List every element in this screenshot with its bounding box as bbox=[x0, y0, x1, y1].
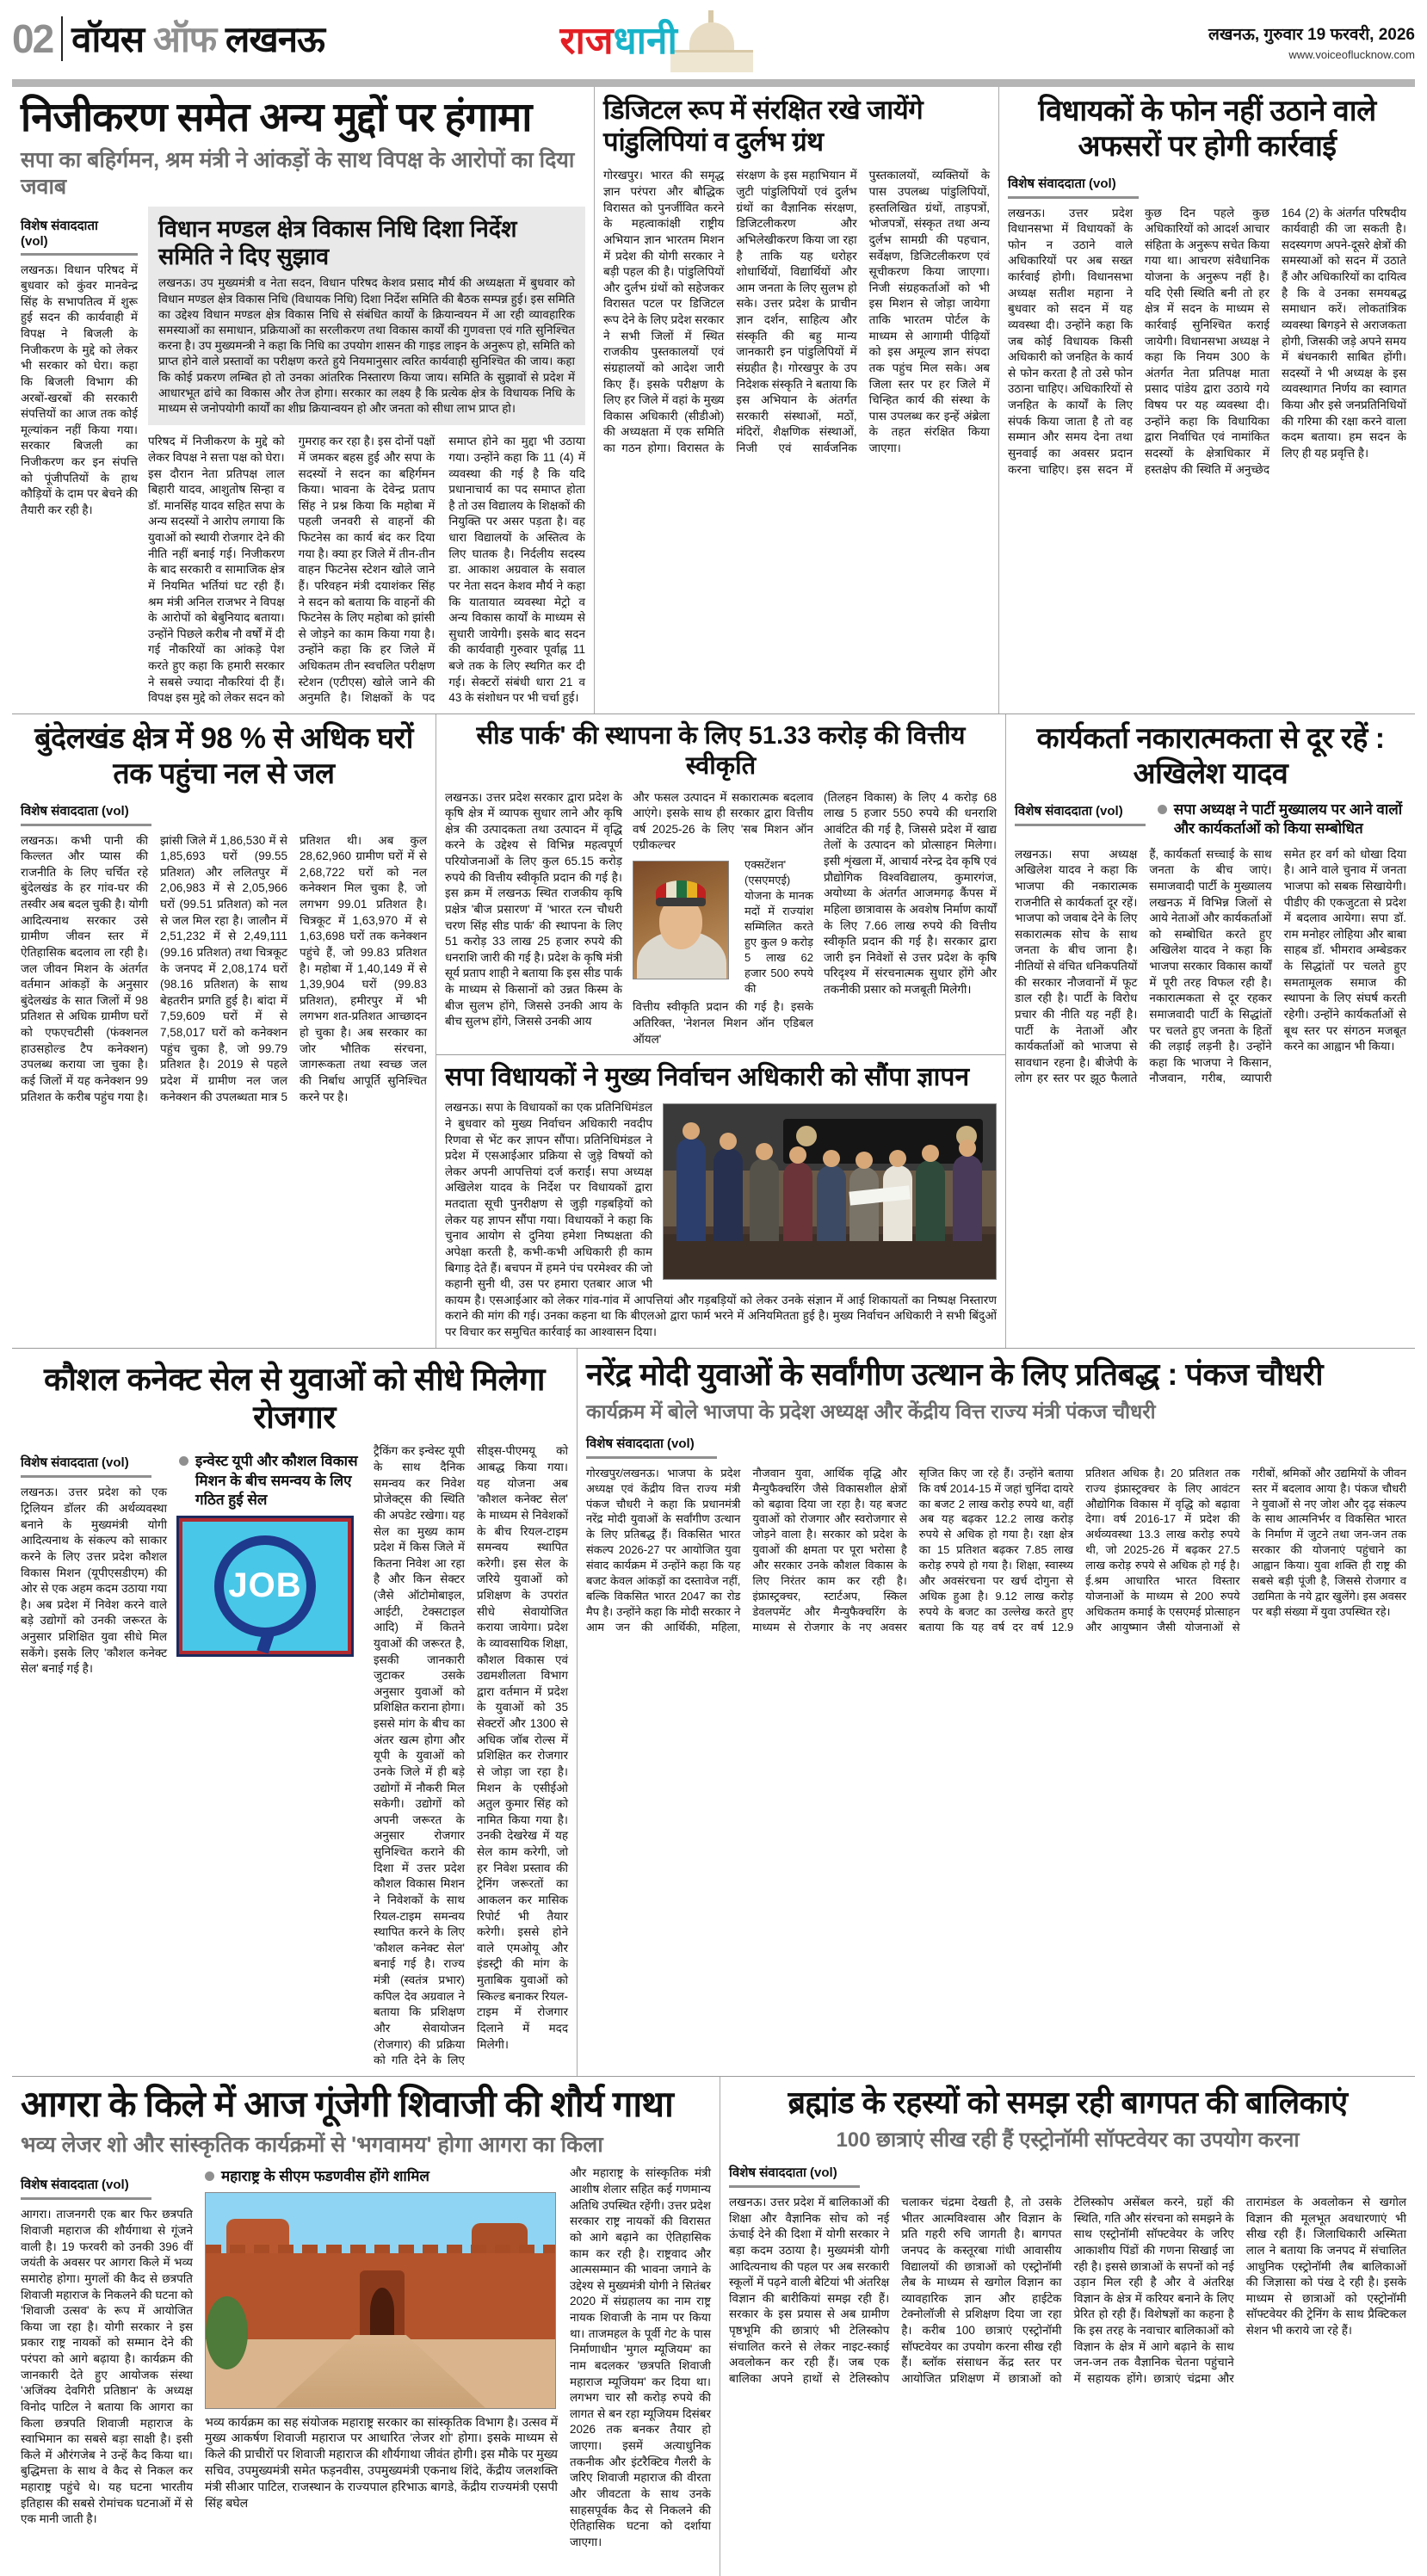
byline: विशेष संवाददाता (vol) bbox=[1008, 173, 1139, 199]
byline: विशेष संवाददाता (vol) bbox=[21, 2174, 151, 2200]
byline: विशेष संवाददाता (vol) bbox=[21, 1452, 151, 1478]
article-headline: बुंदेलखंड क्षेत्र में 98 % से अधिक घरों तक पहुंचा नल से जल bbox=[34, 721, 413, 790]
article-body: लखनऊ। कभी पानी की किल्लत और प्यास की राजनीति के लिए चर्चित रहे बुंदेलखंड के हर गांव-घर की तस्वीर अब बदल चुकी है। योगी आदित्यनाथ सरकार उसे ग्रामीण जीवन स्तर में ऐतिहासिक बदलाव ला रही है। जल जीवन मिशन के अंतर्गत वर्तमान आंकड़ों के अनुसार बुंदेलखंड के सात जिलों में 98 प्रतिशत से अधिक ग्रामीण घरों को एफएचटीसी (फंक्शनल हाउसहोल्ड टैप कनेक्शन) उपलब्ध कराया जा चुका है। कई जिलों में यह कनेक्शन 99 प्रतिशत के करीब पहुंच गया है। झांसी जिले में 1,86,530 में से 1,85,693 घरों (99.55 प्रतिशत) और ललितपुर में 2,06,983 में से 2,05,966 घरों (99.51 प्रतिशत) को नल से जल मिल रहा है। जालौन में 2,51,232 में से 2,49,111 (99.16 प्रतिशत) तथा चित्रकूट के जनपद में 2,08,174 घरों (98.16 प्रतिशत) के साथ बेहतरीन प्रगति हुई है। बांदा में 7,59,609 घरों में से 7,58,017 घरों को कनेक्शन पहुंच चुका है, जो 99.79 प्रतिशत है। 2019 से पहले प्रदेश में ग्रामीण नल जल कनेक्शन की उपलब्धता मात्र 5 प्रतिशत थी। अब कुल 28,62,960 ग्रामीण घरों में से 2,68,722 घरों को नल कनेक्शन मिल चुका है, जो लगभग 99.01 प्रतिशत है। चित्रकूट में 1,63,970 में से 1,63,698 घरों तक कनेक्शन पहुंचे हैं, जो 99.83 प्रतिशत है। महोबा में 1,40,149 में से 1,39,904 घरों (99.83 प्रतिशत), हमीरपुर में भी लगभग शत-प्रतिशत आच्छादन हो चुका है। अब सरकार का जोर भौतिक संरचना, जागरूकता तथा स्वच्छ जल की निर्बाध आपूर्ति सुनिश्चित करने पर है। bbox=[21, 833, 427, 1103]
article-baghpat bbox=[720, 2077, 1415, 2576]
job-graphic bbox=[179, 1518, 351, 1654]
building-icon bbox=[664, 10, 758, 72]
article-subhead: सपा का बहिर्गमन, श्रम मंत्री ने आंकड़ों के साथ विपक्ष के आरोपों का दिया जवाब bbox=[21, 148, 575, 200]
article-headline: डिजिटल रूप में संरक्षित रखे जायेंगे पांडुलिपियां व दुर्लभ ग्रंथ bbox=[603, 95, 924, 158]
agra-fort-photo bbox=[205, 2192, 556, 2409]
article-headline: सीड पार्क' की स्थापना के लिए 51.33 करोड़ की वित्तीय स्वीकृति bbox=[476, 721, 966, 780]
article-subhead: भव्य लेजर शो और सांस्कृतिक कार्यक्रमों से 'भगवामय' होगा आगरा का किला bbox=[21, 2133, 603, 2158]
person bbox=[916, 1160, 945, 1241]
article-headline: ब्रह्मांड के रहस्यों को समझ रही बागपत की बालिकाएं bbox=[788, 2084, 1348, 2120]
article-body-right: और महाराष्ट्र के सांस्कृतिक मंत्री आशीष शेलार सहित कई गणमान्य अतिथि उपस्थित रहेंगी। उत्तर प्रदेश सरकार राष्ट्र नायकों की विरासत को आगे बढ़ाने का ऐतिहासिक काम कर रही है। राष्ट्रवाद और आत्मसम्मान की भावना जगाने के उद्देश्य से मुख्यमंत्री योगी ने सितंबर 2020 में संग्रहालय का नाम राष्ट्र नायक शिवाजी के नाम पर किया था। ताजमहल के पूर्वी गेट के पास निर्माणाधीन 'मुगल म्यूजियम' का नाम बदलकर 'छत्रपति शिवाजी महाराज म्यूजियम' कर दिया था। लगभग चार सौ करोड़ रुपये की लागत से बन रहा म्यूजियम दिसंबर 2026 तक बनकर तैयार हो जाएगा। इसमें अत्याधुनिक तकनीक और इंटरैक्टिव गैलरी के जरिए शिवाजी महाराज की वीरता और जीवटता के साथ उनके साहसपूर्वक कैद से निकलने की ऐतिहासिक घटना को दर्शाया जाएगा। bbox=[570, 2166, 711, 2548]
highlight-bullet bbox=[1158, 800, 1406, 838]
photo-caption: भव्य कार्यक्रम का सह संयोजक महाराष्ट्र सरकार का सांस्कृतिक विभाग है। उत्सव में मुख्य आकर्षण शिवाजी महाराज पर आधारित 'लेजर शो' होगा। इसके माध्यम से किले की प्राचीरों पर शिवाजी महाराज की शौर्यगाथा जीवंत होगी। इस मौके पर मुख्य सचिव, उपमुख्यमंत्री समेत फड़नवीस, उपमुख्यमंत्री एकनाथ शिंदे, केंद्रीय जलशक्ति मंत्री सीआर पाटिल, राजस्थान के राज्यपाल हरिभाऊ बागडे, केंद्रीय राज्यमंत्री एसपी सिंह बघेल bbox=[205, 2414, 558, 2510]
date-line: लखनऊ, गुरुवार 19 फरवरी, 2026 bbox=[1208, 26, 1415, 44]
seedpark-col2-top: और फसल उत्पादन में सकारात्मक बदलाव आएंगे। इसके साथ ही सरकार द्वारा वित्तीय वर्ष 2025-26 के लिए 'सब मिशन ऑन एग्रीकल्चर bbox=[633, 790, 813, 852]
person bbox=[676, 1138, 706, 1241]
article-body: लखनऊ। उत्तर प्रदेश विधानसभा में विधायकों के फोन न उठाने वाले अधिकारियों पर अब सख्त कार्रवाई होगी। विधानसभा अध्यक्ष सतीश महाना ने बुधवार को सदन में यह व्यवस्था दी। उन्होंने कहा कि जब कोई विधायक किसी अधिकारी को जनहित के कार्य से फोन करता है तो उसे फोन उठाना चाहिए। अधिकारियों से जनहित के कार्यों के लिए संपर्क किया जाता है तो वह सम्मान और समय देना तथा सुनवाई का अवसर प्रदान करना चाहिए। इस सदन में कुछ दिन पहले कुछ अधिकारियों को आदर्श आचार संहिता के अनुरूप सचेत किया गया था। आचरण संवैधानिक योजना के अनुरूप नहीं है। यदि ऐसी स्थिति बनी तो हर क्षेत्र में सदन के माध्यम से कार्रवाई सुनिश्चित कराई जायेगी। विधानसभा अध्यक्ष ने कहा कि नियम 300 के अंतर्गत नेता प्रतिपक्ष माता प्रसाद पांडेय द्वारा उठाये गये विषय पर यह व्यवस्था दी। उन्होंने कहा कि विधायिका द्वारा निर्वाचित एवं नामांकित सदस्यों के क्षेत्राधिकार में हस्तक्षेप की स्थिति में अनुच्छेद 164 (2) के अंतर्गत परिषदीय कार्यवाही की जा सकती है। सदस्यगण अपने-दूसरे क्षेत्रों की समस्याओं को सदन में उठाते हैं और अधिकारियों का दायित्व है कि वे उनका समयबद्ध समाधान करें। लोकतांत्रिक व्यवस्था बिगड़ने से अराजकता होगी, जिसकी जड़े अपने समय में बंधनकारी साबित होंगी। सदस्यों ने भी अध्यक्ष के इस व्यवस्थागत निर्णय का स्वागत किया और इसे जनप्रतिनिधियों की गरिमा की रक्षा करने वाला कदम बताया। हम सदन के लिए ही यह प्रवृत्ति है। bbox=[1008, 206, 1406, 476]
person bbox=[750, 1158, 779, 1241]
seedpark-col3: (तिलहन विकास) के लिए 4 करोड़ 68 लाख 5 हजार 550 रुपये की धनराशि आवंटित की गई है, जिससे प्रदेश में खाद्य तेलों के उत्पादन को प्रोत्साहन मिलेगा। इसी शृंखला में, आचार्य नरेन्द्र देव कृषि एवं प्रौद्योगिक विश्वविद्यालय, कुमारगंज, अयोध्या के अंतर्गत आजमगढ़ कैंपस में महिला छात्रावास के अवशेष निर्माण कार्यों के लिए 7.66 लाख रुपये की वित्तीय स्वीकृति प्रदान की गई है। सरकार द्वारा जारी इन निवेशों से उत्तर प्रदेश के कृषि परिदृश्य में संरचनात्मक सुधार होंगे और तकनीकी प्रसार को मजबूती मिलेगी। bbox=[824, 790, 997, 997]
article-headline: विधायकों के फोन नहीं उठाने वाले अफसरों पर होगी कार्रवाई bbox=[1038, 95, 1376, 163]
seedpark-col2-bottom: वित्तीय स्वीकृति प्रदान की गई है। इसके अतिरिक्त, 'नेशनल मिशन ऑन एडिबल ऑयल' bbox=[633, 1000, 813, 1046]
person bbox=[783, 1162, 812, 1241]
article-lead: आगरा। ताजनगरी एक बार फिर छत्रपति शिवाजी महाराज की शौर्यगाथा से गूंजने वाली है। 19 फरवरी को उनकी 396 वीं जयंती के अवसर पर आगरा किले में भव्य समारोह होगा। मुगलों की कैद से छत्रपति शिवाजी महाराज के निकलने की घटना को 'शिवाजी उत्सव' के रूप में आयोजित किया जा रहा है। योगी सरकार ने इस प्रकार राष्ट्र नायकों को सम्मान देने की परंपरा को आगे बढ़ाया है। कार्यक्रम की जानकारी देते हुए आयोजक संस्था 'अजिंक्य देवगिरी प्रतिष्ठान' के अध्यक्ष विनोद पाटिल ने बताया कि आगरा का किला छत्रपति शिवाजी महाराज के स्वाभिमान का सबसे बड़ा साक्षी है। इसी किले में औरंगजेब ने उन्हें कैद किया था। बुद्धिमत्ता के साथ वे कैद से निकल कर महाराष्ट्र पहुंचे थे। यह घटना भारतीय इतिहास की सबसे रोमांचक घटनाओं में से एक मानी जाती है। bbox=[21, 2208, 193, 2526]
byline: विशेष संवाददाता (vol) bbox=[586, 1433, 717, 1459]
article-body: ट्रैकिंग कर इन्वेस्ट यूपी के साथ दैनिक समन्वय कर निवेश प्रोजेक्ट्स की स्थिति की अपडेट रखेगा। यह सेल का मुख्य काम प्रदेश में किस जिले में कितना निवेश आ रहा है और किन सेक्टर (जैसे ऑटोमोबाइल, आईटी, टेक्सटाइल आदि) में कितने युवाओं की जरूरत है, इसकी जानकारी जुटाकर उसके अनुसार युवाओं को प्रशिक्षित कराना होगा। इससे मांग के बीच का अंतर खत्म होगा और यूपी के युवाओं को उनके जिले में ही बड़े उद्योगों में नौकरी मिल सकेगी। उद्योगों को अपनी जरूरत के अनुसार रोजगार सुनिश्चित कराने की दिशा में उत्तर प्रदेश कौशल विकास मिशन ने निवेशकों के साथ रियल-टाइम समन्वय स्थापित करने के लिए 'कौशल कनेक्ट सेल' बनाई गई है। राज्य मंत्री (स्वतंत्र प्रभार) कपिल देव अग्रवाल ने बताया कि प्रशिक्षण और सेवायोजन (रोजगार) की प्रक्रिया को गति देने के लिए सीड्स-पीएमयू को आबद्ध किया गया। यह योजना अब 'कौशल कनेक्ट सेल' के माध्यम से निवेशकों के बीच रियल-टाइम समन्वय स्थापित करेगी। इस सेल के जरिये युवाओं को प्रशिक्षण के उपरांत सीधे सेवायोजित कराया जायेगा। प्रदेश के व्यावसायिक शिक्षा, कौशल विकास एवं उद्यमशीलता विभाग द्वारा वर्तमान में प्रदेश के युवाओं को 35 सेक्टरों और 1300 से अधिक जॉब रोल्स में प्रशिक्षित कर रोजगार से जोड़ा जा रहा है। मिशन के एसीईओ अतुल कुमार सिंह को नामित किया गया है। उनकी देखरेख में यह सेल काम करेगी, जो हर निवेश प्रस्ताव की ट्रेनिंग जरूरतों का आकलन कर मासिक रिपोर्ट भी तैयार करेगी। इससे होने वाले एमओयू और इंडस्ट्री की मांग के मुताबिक युवाओं को स्किल्ड बनाकर रियल-टाइम में रोजगार दिलाने में मदद मिलेगी। bbox=[374, 1444, 568, 2067]
highlight-bullet bbox=[179, 1452, 361, 1509]
article-body: परिषद में निजीकरण के मुद्दे को लेकर विपक्ष ने सत्ता पक्ष को घेरा। इस दौरान नेता प्रतिपक्ष लाल बिहारी यादव, आशुतोष सिन्हा व डॉ. मानसिंह यादव सहित सपा के अन्य सदस्यों ने आरोप लगाया कि युवाओं को स्थायी रोजगार देने की नीति नहीं बनाई गई। निजीकरण के बाद सरकारी व सामाजिक क्षेत्र में नियमित भर्तियां घट रही हैं। श्रम मंत्री अनिल राजभर ने विपक्ष के आरोपों को बेबुनियाद बताया। उन्होंने पिछले करीब नौ वर्षों में दी गई नौकरियों का आंकड़े पेश करते हुए कहा कि हमारी सरकार ने सबसे ज्यादा नौकरियां दी हैं। विपक्ष इस मुद्दे को लेकर सदन को गुमराह कर रहा है। इस दोनों पक्षों में जमकर बहस हुई और सपा के सदस्यों ने सदन का बहिर्गमन किया। भावना के देवेन्द्र प्रताप सिंह ने प्रश्न किया कि महोबा में पहली जनवरी से वाहनों की फिटनेस का कार्य बंद कर दिया गया है। क्या हर जिले में तीन-तीन वाहन फिटनेस स्टेशन खोले जाने हैं। परिवहन मंत्री दयाशंकर सिंह ने सदन को बताया कि वाहनों की फिटनेस के लिए महोबा को झांसी से जोड़ने का काम किया गया है। उन्होंने कहा कि हर जिले में अधिकतम तीन स्वचलित परीक्षण स्टेशन (एटीएस) खोले जाने की अनुमति है। शिक्षकों के पद समाप्त होने का मुद्दा भी उठाया गया। उन्होंने कहा कि 11 (4) में व्यवस्था की गई है कि यदि प्रधानाचार्य का पद समाप्त होता है तो उस विद्यालय के शिक्षकों की नियुक्ति पर असर पड़ता है। वह धारा विद्यालयों के अस्तित्व के लिए घातक है। निर्दलीय सदस्य डा. आकाश अग्रवाल के सवाल पर नेता सदन केशव मौर्य ने कहा कि यातायात व्यवस्था मेट्रो व अन्य विकास कार्यों के माध्यम से सुधारी जायेगी। इसके बाद सदन की कार्यवाही गुरुवार पूर्वाह्न 11 बजे तक के लिए स्थगित कर दी गई। सेक्टरों संबंधी धारा 21 व 43 के संशोधन पर भी चर्चा हुई। bbox=[148, 435, 585, 705]
job-label: JOB bbox=[228, 1566, 302, 1605]
article-body: लखनऊ। सपा के विधायकों का एक प्रतिनिधिमंडल ने बुधवार को मुख्य निर्वाचन अधिकारी नवदीप रिणवा से भेंट कर ज्ञापन सौंपा। प्रतिनिधिमंडल ने प्रदेश में एसआईआर प्रक्रिया से जुड़े विषयों को लेकर अपनी आपत्तियां दर्ज कराईं। सपा अध्यक्ष अखिलेश यादव के निर्देश पर विधायकों द्वारा मतदाता सूची पुनरीक्षण से जुड़ी गड़बड़ियों को लेकर यह ज्ञापन सौंपा गया। विधायकों ने कहा कि चुनाव आयोग से दुनिया हमेशा निष्पक्षता की अपेक्षा करती है, कभी-कभी अधिकारी ही काम बिगाड़ देते हैं। बचपन में हमने पंच परमेश्वर की जो कहानी सुनी थी, उस पर हमारा एतबार आज भी कायम है। एसआईआर को लेकर गांव-गांव में आपत्तियां और गड़बड़ियों को लेकर उनके संज्ञान में आई शिकायतों का निष्पक्ष निस्तारण कराने की मांग की गई। उनका कहना था कि बीएलओ द्वारा फार्म भरने में अनियमितता हुई है। मुख्य निर्वाचन अधिकारी ने सभी बिंदुओं पर विचार कर समुचित कार्रवाई का आश्वासन दिया। bbox=[445, 1101, 997, 1339]
article-phone bbox=[998, 87, 1415, 713]
article-body: लखनऊ। सपा अध्यक्ष अखिलेश यादव ने कहा कि भाजपा की नकारात्मक राजनीति से कार्यकर्ता दूर रहें। भाजपा को जवाब देने के लिए सकारात्मक सोच के साथ जनता के बीच जाना है। नीतियों से वंचित धनिकपतियों की सरकार नौजवानों में फूट डाल रही है। पार्टी के विरोध प्रचार की नीति यह नहीं है। पार्टी के नेताओं और कार्यकर्ताओं को भाजपा से सावधान रहना है। बीजेपी के लोग हर स्तर पर झूठ फैलाते हैं, कार्यकर्ता सच्चाई के साथ जनता के बीच जाएं। समाजवादी पार्टी के मुख्यालय लखनऊ में विभिन्न जिलों से आये नेताओं और कार्यकर्ताओं को सम्बोधित करते हुए अखिलेश यादव ने कहा कि भाजपा सरकार विकास कार्यों में पूरी तरह विफल रही है। नकारात्मकता से दूर रहकर समाजवादी पार्टी के सिद्धांतों पर चलते हुए जनता के हितों की लड़ाई लड़नी है। उन्होंने कहा कि भाजपा ने किसान, नौजवान, गरीब, व्यापारी समेत हर वर्ग को धोखा दिया है। आने वाले चुनाव में जनता भाजपा को सबक सिखायेगी। पीडीए की एकजुटता से प्रदेश में बदलाव आयेगा। सपा डॉ. राम मनोहर लोहिया और बाबा साहब डॉ. भीमराव अम्बेडकर के सिद्धांतों पर चलते हुए समतामूलक समाज की स्थापना के लिए संघर्ष करती रहेगी। उन्होंने कार्यकर्ताओं से बूथ स्तर पर संगठन मजबूत करने का आह्वान भी किया। bbox=[1015, 847, 1406, 1085]
row-3 bbox=[12, 1349, 1415, 2077]
article-bundelkhand bbox=[12, 714, 436, 1348]
article-headline: नरेंद्र मोदी युवाओं के सर्वांगीण उत्थान के लिए प्रतिबद्ध : पंकज चौधरी bbox=[586, 1356, 1324, 1392]
rajdhani-red-text: राज bbox=[559, 20, 614, 62]
article-headline: सपा विधायकों ने मुख्य निर्वाचन अधिकारी को सौंपा ज्ञापन bbox=[445, 1063, 970, 1092]
article-gyapan bbox=[436, 1055, 1005, 1347]
website-url: www.voiceoflucknow.com bbox=[1288, 48, 1415, 61]
row-1 bbox=[12, 87, 1415, 714]
article-modi bbox=[577, 1349, 1415, 2076]
rajdhani-logo bbox=[560, 9, 784, 74]
paper-name bbox=[71, 14, 324, 63]
person bbox=[953, 1155, 982, 1241]
article-subhead: 100 छात्राएं सीख रही हैं एस्ट्रोनॉमी सॉफ्टवेयर का उपयोग करना bbox=[836, 2128, 1300, 2153]
page-number: 02 bbox=[12, 15, 53, 61]
byline: विशेष संवाददाता (vol) bbox=[729, 2162, 860, 2188]
article-headline: कार्यकर्ता नकारात्मकता से दूर रहें : अखिलेश यादव bbox=[1036, 721, 1385, 790]
masthead bbox=[12, 9, 1415, 76]
person bbox=[817, 1165, 846, 1241]
paper-name-part1: वॉयस bbox=[71, 19, 145, 59]
bullet-text: महाराष्ट्र के सीएम फडणवीस होंगे शामिल bbox=[221, 2168, 429, 2185]
masthead-rule bbox=[12, 79, 1415, 87]
article-body: गोरखपुर/लखनऊ। भाजपा के प्रदेश अध्यक्ष एवं केंद्रीय वित्त राज्य मंत्री पंकज चौधरी ने कहा कि प्रधानमंत्री नरेंद्र मोदी युवाओं के सर्वांगीण उत्थान के लिए प्रतिबद्ध हैं। विकसित भारत संकल्प 2026-27 पर आयोजित युवा संवाद कार्यक्रम में उन्होंने कहा कि यह बजट केवल आंकड़ों का दस्तावेज नहीं, बल्कि विकसित भारत 2047 का रोड मैप है। उन्होंने कहा कि मोदी सरकार ने आम जन की आर्थिकी, महिला, नौजवान युवा, आर्थिक वृद्धि और मैन्युफैक्चरिंग जैसे विकासशील क्षेत्रों को बढ़ावा दिया जा रहा है। यह बजट युवाओं को रोजगार और स्वरोजगार से जोड़ने वाला है। सरकार को प्रदेश के युवाओं की क्षमता पर पूरा भरोसा है और सरकार उनके कौशल विकास के लिए निरंतर काम कर रही है। इंफ्रास्ट्रक्चर, स्टार्टअप, स्किल डेवलपमेंट और मैन्युफैक्चरिंग के माध्यम से रोजगार के नए अवसर सृजित किए जा रहे हैं। उन्होंने बताया कि वर्ष 2014-15 में जहां चुनिंदा दायरे का बजट 2 लाख करोड़ रुपये था, वहीं अब यह बढ़कर 12.2 लाख करोड़ रुपये से अधिक हो गया है। रक्षा क्षेत्र का 15 प्रतिशत बढ़कर 7.85 लाख करोड़ रुपये हो गया है। शिक्षा, स्वास्थ्य और अवसंरचना पर खर्च दोगुना से अधिक हुआ है। 9.12 लाख करोड़ रुपये के बजट का उल्लेख करते हुए बताया कि यह वर्ष दर वर्ष 12.9 प्रतिशत अधिक है। 20 प्रतिशत तक राज्य इंफ्रास्ट्रक्चर के लिए आवंटन औद्योगिक विकास में वृद्धि को बढ़ावा देगा। वर्ष 2016-17 में प्रदेश की अर्थव्यवस्था 13.3 लाख करोड़ रुपये थी, जो 2025-26 में बढ़कर 27.5 लाख करोड़ रुपये से अधिक हो गई है। ई.श्रम आधारित भारत विस्तार योजनाओं के माध्यम से 200 रुपये अधिकतम कमाई के एसएमई प्रोत्साहन और आयुष्मान जैसी योजनाओं से गरीबों, श्रमिकों और उद्यमियों के जीवन स्तर में बदलाव आया है। पंकज चौधरी ने युवाओं से नए जोश और दृढ़ संकल्प के साथ आत्मनिर्भर व विकसित भारत के निर्माण में जुटने तथा जन-जन तक सरकार की योजनाएं पहुंचाने का आह्वान किया। युवा शक्ति ही राष्ट्र की सबसे बड़ी पूंजी है, जिससे रोजगार व उद्यमिता के नये द्वार खुलेंगे। इस अवसर पर बड़ी संख्या में युवा उपस्थित रहे। bbox=[586, 1466, 1406, 1634]
seedpark-col2-side: एक्सटेंशन' (एसएमएई) योजना के मानक मदों में राज्यांश सम्मिलित करते हुए कुल 9 करोड़ 5 लाख 62 हजार 500 रुपये की bbox=[744, 858, 813, 995]
bullet-text: इन्वेस्ट यूपी और कौशल विकास मिशन के बीच समन्वय के लिए गठित हुई सेल bbox=[195, 1453, 358, 1508]
byline: विशेष संवाददाता (vol) bbox=[21, 215, 138, 256]
rajdhani-cyan-text: धानी bbox=[613, 20, 677, 62]
bullet-text: सपा अध्यक्ष ने पार्टी मुख्यालय पर आने वालों और कार्यकर्ताओं को किया सम्बोधित bbox=[1173, 800, 1403, 837]
paper-name-part2: ऑफ bbox=[152, 19, 217, 59]
article-hungama bbox=[12, 87, 594, 713]
inset-headline: विधान मण्डल क्षेत्र विकास निधि दिशा निर्देश समिति ने दिए सुझाव bbox=[158, 215, 517, 269]
highlight-bullet bbox=[205, 2167, 558, 2186]
article-akhilesh bbox=[1005, 714, 1415, 1348]
seedpark-col1: लखनऊ। उत्तर प्रदेश सरकार द्वारा प्रदेश के कृषि क्षेत्र में व्यापक सुधार लाने और कृषि क्षेत्र की उत्पादकता तथा उत्पादन में वृद्धि करने के उद्देश्य से विभिन्न महत्वपूर्ण परियोजनाओं के लिए कुल 65.15 करोड़ रुपये की वित्तीय स्वीकृति प्रदान की गई है। इस क्रम में लखनऊ स्थित राजकीय कृषि प्रक्षेत्र 'बीज प्रसारण' में 'भारत रत्न चौधरी चरण सिंह सीड पार्क' की स्थापना के लिए 51 करोड़ 33 लाख 25 हजार रुपये की धनराशि जारी की गई है। प्रदेश के कृषि मंत्री सूर्य प्रताप शाही ने बताया कि इस सीड पार्क के माध्यम से किसानों को उन्नत किस्म के बीज सुलभ होंगे, जिससे उनकी आय के बीच सुलभ होंगे, जिससे उनकी आय bbox=[445, 790, 622, 1029]
masthead-right bbox=[1208, 9, 1415, 61]
masthead-divider bbox=[61, 16, 63, 61]
minister-photo bbox=[633, 861, 729, 979]
tree bbox=[206, 2296, 248, 2369]
row-4 bbox=[12, 2077, 1415, 2576]
masthead-left bbox=[12, 9, 324, 63]
paper-name-part3: लखनऊ bbox=[225, 19, 324, 59]
bullet-icon bbox=[179, 1456, 188, 1466]
person bbox=[883, 1165, 912, 1241]
article-headline: आगरा के किले में आज गूंजेगी शिवाजी की शौर्य गाथा bbox=[21, 2083, 673, 2124]
article-headline: निजीकरण समेत अन्य मुद्दों पर हंगामा bbox=[21, 94, 532, 139]
inset-body: लखनऊ। उप मुख्यमंत्री व नेता सदन, विधान परिषद केशव प्रसाद मौर्य की अध्यक्षता में बुधवार को विधान मण्डल क्षेत्र विकास निधि (विधायक निधि) दिशा निर्देश समिति की बैठक सम्पन्न हुई। इस समिति का उद्देश्य विधान मण्डल क्षेत्र विकास निधि से संबंधित कार्यों के क्रियान्वयन में आ रही व्यावहारिक समस्याओं का समाधान, प्रक्रियाओं का सरलीकरण तथा विकास कार्यों की गुणवत्ता एवं गति सुनिश्चित करना है। उप मुख्यमन्त्री ने कहा कि निधि का उपयोग शासन की गाइड लाइन के अनुरूप हो, समिति को प्राप्त होने वाले प्रस्तावों का परीक्षण करते हुये नियमानुसार त्वरित कार्यवाही सुनिश्चित की जाय। कहा कि कोई प्रकरण लम्बित हो तो उनका आंतरिक निस्तारण किया जाय। समिति के सुझावों से प्रदेश में आधारभूत ढांचे का विकास और तेज होगा। सरकार का लक्ष्य है कि प्रत्येक क्षेत्र के विधायक निधि के माध्यम से जनोपयोगी कार्यों का शीघ्र क्रियान्वयन हो और जनता को सीधा लाभ प्राप्त हो। bbox=[158, 276, 575, 416]
middle-stack bbox=[436, 714, 1005, 1348]
row-2 bbox=[12, 714, 1415, 1349]
article-lead: लखनऊ। विधान परिषद में बुधवार को कुंवर मानवेन्द्र सिंह के सभापतित्व में शुरू हुई सदन की कार्यवाही में विपक्ष ने बिजली के निजीकरण के मुद्दे को लेकर भी सरकार को घेरा। कहा कि बिजली विभाग की अरबों-खरबों की सरकारी संपत्तियों का आज तक कोई मूल्यांकन नहीं किया गया। सरकार बिजली का निजीकरण कर इन संपत्ति को पूंजीपतियों के हाथ कौड़ियों के दाम पर बेचने की तैयारी कर रही है। bbox=[21, 263, 138, 516]
byline: विशेष संवाददाता (vol) bbox=[1015, 800, 1146, 826]
rajdhani-wordmark bbox=[560, 22, 677, 60]
article-digital bbox=[594, 87, 998, 713]
article-lead-column bbox=[21, 207, 138, 707]
magnifier-icon bbox=[214, 1535, 316, 1637]
article-headline: कौशल कनेक्ट सेल से युवाओं को सीधे मिलेगा रोजगार bbox=[43, 1361, 546, 1436]
memorandum-group-photo bbox=[663, 1103, 997, 1280]
article-body: गोरखपुर। भारत की समृद्ध ज्ञान परंपरा और बौद्धिक विरासत को पुनर्जीवित करने के महत्वाकांक्षी राष्ट्रीय अभियान ज्ञान भारतम मिशन में प्रदेश की योगी सरकार ने बड़ी पहल की है। पांडुलिपियों और दुर्लभ ग्रंथों को सहेजकर विरासत पटल पर डिजिटल रूप देने के लिए प्रदेश सरकार ने सभी जिलों में स्थित राजकीय पुस्तकालयों एवं संग्रहालयों को आदेश जारी किए हैं। इसके परीक्षण के लिए हर जिले में वहां के मुख्य विकास अधिकारी (सीडीओ) की अध्यक्षता में एक समिति का गठन होगा। विरासत के संरक्षण के इस महाभियान में जुटी पांडुलिपियों एवं दुर्लभ ग्रंथों का वैज्ञानिक संरक्षण, डिजिटलीकरण और अभिलेखीकरण किया जा रहा है ताकि यह धरोहर शोधार्थियों, विद्यार्थियों और आम जनता के लिए सुलभ हो सके। उत्तर प्रदेश के प्राचीन ज्ञान दर्शन, साहित्य और संस्कृति की बहु मान्य जानकारी इन पांडुलिपियों में संग्रहीत है। गोरखपुर के उप निदेशक संस्कृति ने बताया कि इस अभियान के अंतर्गत सरकारी संस्थाओं, मठों, मंदिरों, शैक्षणिक संस्थाओं, निजी एवं सार्वजनिक पुस्तकालयों, व्यक्तियों के पास उपलब्ध पांडुलिपियों, हस्तलिखित ग्रंथों, ताड़पत्रों, भोजपत्रों, संस्कृत तथा अन्य दुर्लभ सामग्री की पहचान, सर्वेक्षण, डिजिटलीकरण एवं सूचीकरण किया जाएगा। निजी संग्रहकर्ताओं को भी इस मिशन से जोड़ा जायेगा ताकि भारतम पोर्टल के माध्यम से आगामी पीढ़ियों को इस अमूल्य ज्ञान संपदा तक पहुंच मिल सके। अब जिला स्तर पर हर जिले में चिन्हित कार्य की संस्था के पास उपलब्ध कर इन्हें अंब्रेला के तहत संरक्षित किया जाएगा। bbox=[603, 169, 990, 454]
inset-box-vidhan-mandal bbox=[148, 207, 585, 426]
article-lead: लखनऊ। उत्तर प्रदेश को एक ट्रिलियन डॉलर की अर्थव्यवस्था बनाने के मुख्यमंत्री योगी आदित्यनाथ के संकल्प को साकार करने के लिए उत्तर प्रदेश कौशल विकास मिशन (यूपीएसडीएम) की ओर से एक अहम कदम उठाया गया है। अब प्रदेश में निवेश करने वाले बड़े उद्योगों को उनकी जरूरत के अनुसार प्रशिक्षित युवा सीधे मिल सकेंगे। इसके लिए 'कौशल कनेक्ट सेल' बनाई गई है। bbox=[21, 1486, 167, 1676]
article-agra bbox=[12, 2077, 720, 2576]
bullet-icon bbox=[205, 2171, 214, 2181]
bullet-icon bbox=[1158, 805, 1167, 814]
article-subhead: कार्यक्रम में बोले भाजपा के प्रदेश अध्यक्ष और केंद्रीय वित्त राज्य मंत्री पंकज चौधरी bbox=[586, 1399, 1156, 1423]
article-body: लखनऊ। उत्तर प्रदेश में बालिकाओं की शिक्षा और वैज्ञानिक सोच को नई ऊंचाई देने की दिशा में योगी सरकार ने बड़ा कदम उठाया है। मुख्यमंत्री योगी आदित्यनाथ की पहल पर अब सरकारी स्कूलों में पढ़ने वाली बेटियां भी अंतरिक्ष विज्ञान की बारीकियां समझ रही हैं। सरकार के इस प्रयास से अब ग्रामीण पृष्ठभूमि की छात्राएं भी टेलिस्कोप संचालित करने से लेकर नाइट-स्काई अवलोकन कर रही हैं। जब एक बालिका अपने हाथों से टेलिस्कोप चलाकर चंद्रमा देखती है, तो उसके भीतर आत्मविश्वास और विज्ञान के प्रति गहरी रुचि जागती है। बागपत जनपद के कस्तूरबा गांधी आवासीय विद्यालयों की छात्राओं को एस्ट्रोनॉमी लैब के माध्यम से खगोल विज्ञान का व्यावहारिक ज्ञान और हाईटेक टेक्नोलॉजी से प्रशिक्षण दिया जा रहा है। करीब 100 छात्राएं एस्ट्रोनॉमी सॉफ्टवेयर का उपयोग करना सीख रही हैं। ब्लॉक संसाधन केंद्र स्तर पर आयोजित प्रशिक्षण में छात्राओं को टेलिस्कोप असेंबल करने, ग्रहों की स्थिति, गति और संरचना को समझने के साथ एस्ट्रोनॉमी सॉफ्टवेयर के जरिए आकाशीय पिंडों की गणना सिखाई जा रही है। इससे छात्राओं के सपनों को नई उड़ान मिल रही है और वे अंतरिक्ष विज्ञान के क्षेत्र में करियर बनाने के लिए प्रेरित हो रही हैं। विशेषज्ञों का कहना है कि इस तरह के नवाचार बालिकाओं को विज्ञान के क्षेत्र में आगे बढ़ाने के साथ जन-जन तक वैज्ञानिक चेतना पहुंचाने में सहायक होंगे। छात्राएं चंद्रमा और तारामंडल के अवलोकन से खगोल विज्ञान की मूलभूत अवधारणाएं भी सीख रही हैं। जिलाधिकारी अस्मिता लाल ने बताया कि जनपद में संचालित आधुनिक एस्ट्रोनॉमी लैब बालिकाओं की जिज्ञासा को पंख दे रही है। इसके माध्यम से छात्राओं को एस्ट्रोनॉमी सॉफ्टवेयर की ट्रेनिंग के साथ प्रैक्टिकल सेशन भी कराये जा रहे हैं। bbox=[729, 2196, 1406, 2385]
article-seedpark bbox=[436, 714, 1005, 1055]
byline: विशेष संवाददाता (vol) bbox=[21, 800, 151, 826]
person bbox=[714, 1148, 743, 1241]
fort-path bbox=[275, 2335, 485, 2408]
article-kaushal bbox=[12, 1349, 577, 2076]
